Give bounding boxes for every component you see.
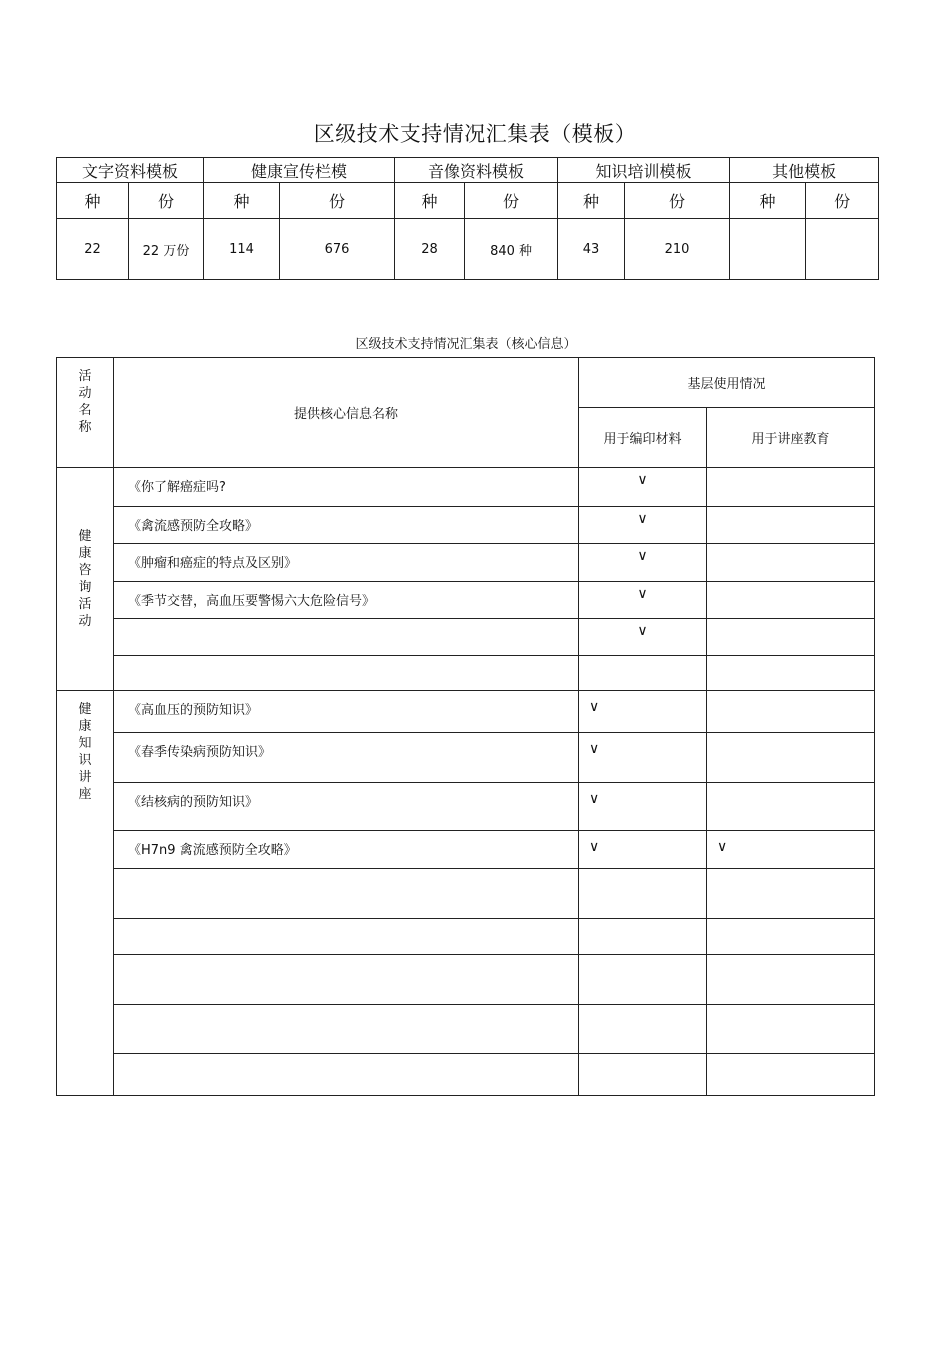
usage-header: 基层使用情况	[579, 358, 875, 408]
print-check: ∨	[579, 507, 707, 544]
info-title: 《禽流感预防全攻略》	[114, 507, 579, 544]
summary-value	[806, 219, 879, 280]
info-title: 《你了解癌症吗?	[114, 468, 579, 507]
summary-value	[730, 219, 806, 280]
print-check	[579, 1005, 707, 1054]
info-title: 《季节交替，高血压要警惕六大危险信号》	[114, 582, 579, 619]
print-check: ∨	[579, 783, 707, 831]
info-title: 《高血压的预防知识》	[114, 691, 579, 733]
summary-value: 210	[625, 219, 730, 280]
lecture-check	[707, 733, 875, 783]
lecture-check: ∨	[707, 831, 875, 869]
info-title	[114, 1005, 579, 1054]
summary-value: 676	[280, 219, 395, 280]
info-header: 提供核心信息名称	[114, 358, 579, 468]
count-header: 份	[625, 183, 730, 219]
kind-header: 种	[730, 183, 806, 219]
info-title: 《结核病的预防知识》	[114, 783, 579, 831]
section-name-lecture: 健康知识讲座	[57, 691, 114, 1096]
group-header: 文字资料模板	[57, 158, 204, 183]
info-title: 《H7n9 禽流感预防全攻略》	[114, 831, 579, 869]
lecture-check	[707, 619, 875, 656]
lecture-check	[707, 656, 875, 691]
usage-print-header: 用于编印材料	[579, 408, 707, 468]
count-header: 份	[806, 183, 879, 219]
print-check: ∨	[579, 691, 707, 733]
count-header: 份	[280, 183, 395, 219]
section-title: 区级技术支持情况汇集表（核心信息）	[355, 337, 577, 352]
info-title	[114, 869, 579, 919]
usage-lecture-header: 用于讲座教育	[707, 408, 875, 468]
info-title	[114, 955, 579, 1005]
lecture-check	[707, 544, 875, 582]
kind-header: 种	[204, 183, 280, 219]
page-title: 区级技术支持情况汇集表（模板）	[313, 122, 637, 146]
lecture-check	[707, 582, 875, 619]
info-title	[114, 1054, 579, 1096]
summary-value: 28	[395, 219, 465, 280]
print-check: ∨	[579, 831, 707, 869]
summary-value: 22	[57, 219, 129, 280]
lecture-check	[707, 783, 875, 831]
activity-header: 活动名称	[57, 358, 114, 468]
print-check: ∨	[579, 582, 707, 619]
core-info-table	[56, 357, 875, 1096]
print-check	[579, 1054, 707, 1096]
group-header: 知识培训模板	[558, 158, 730, 183]
print-check	[579, 869, 707, 919]
print-check	[579, 919, 707, 955]
count-header: 份	[129, 183, 204, 219]
print-check: ∨	[579, 619, 707, 656]
info-title	[114, 619, 579, 656]
lecture-check	[707, 1005, 875, 1054]
info-title	[114, 919, 579, 955]
group-header: 健康宣传栏模	[204, 158, 395, 183]
lecture-check	[707, 955, 875, 1005]
lecture-check	[707, 507, 875, 544]
group-header: 音像资料模板	[395, 158, 558, 183]
count-header: 份	[465, 183, 558, 219]
summary-value: 22 万份	[129, 219, 204, 280]
print-check	[579, 955, 707, 1005]
group-header: 其他模板	[730, 158, 879, 183]
lecture-check	[707, 691, 875, 733]
info-title: 《春季传染病预防知识》	[114, 733, 579, 783]
kind-header: 种	[558, 183, 625, 219]
lecture-check	[707, 869, 875, 919]
summary-value: 114	[204, 219, 280, 280]
print-check: ∨	[579, 733, 707, 783]
lecture-check	[707, 919, 875, 955]
lecture-check	[707, 1054, 875, 1096]
info-title: 《肿瘤和癌症的特点及区别》	[114, 544, 579, 582]
lecture-check	[707, 468, 875, 507]
print-check: ∨	[579, 468, 707, 507]
print-check	[579, 656, 707, 691]
print-check: ∨	[579, 544, 707, 582]
kind-header: 种	[57, 183, 129, 219]
summary-value: 840 种	[465, 219, 558, 280]
summary-value: 43	[558, 219, 625, 280]
summary-table	[56, 157, 879, 280]
section-name-consult: 健康咨询活动	[57, 468, 114, 691]
kind-header: 种	[395, 183, 465, 219]
info-title	[114, 656, 579, 691]
